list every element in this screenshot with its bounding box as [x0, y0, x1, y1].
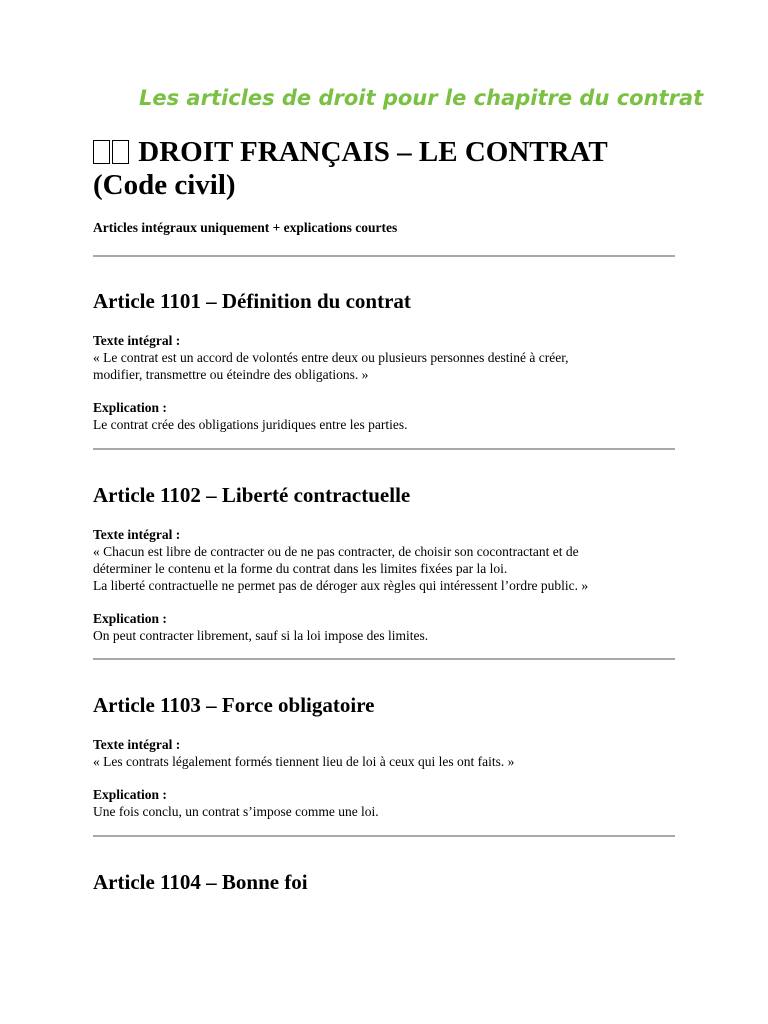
subtitle: Articles intégraux uniquement + explications courtes: [93, 220, 398, 235]
article-text-line: « Les contrats légalement formés tiennent lieu de loi à ceux qui les ont faits. »: [93, 754, 515, 769]
article-text-line: modifier, transmettre ou éteindre des obligations. »: [93, 367, 369, 382]
article-1104: [93, 870, 675, 913]
article-title: Article 1101 – Définition du contrat: [93, 289, 411, 313]
article-text-line: déterminer le contenu et la forme du contrat dans les limites fixées par la loi.: [93, 561, 508, 576]
texte-integral-label: Texte intégral :: [93, 737, 181, 752]
explication-text: On peut contracter librement, sauf si la loi impose des limites.: [93, 628, 429, 643]
document-title: Les articles de droit pour le chapitre du contrat: [139, 86, 704, 110]
texte-integral-label: Texte intégral :: [93, 527, 181, 542]
explication-text: Une fois conclu, un contrat s’impose comme une loi.: [93, 804, 379, 819]
explication-label: Explication :: [93, 400, 167, 415]
divider: [93, 448, 675, 450]
explication-label: Explication :: [93, 787, 167, 802]
heading-line-1: DROIT FRANÇAIS – LE CONTRAT: [138, 136, 608, 168]
article-text-line: « Chacun est libre de contracter ou de ne pas contracter, de choisir son cocontractant et de: [93, 544, 579, 559]
divider: [93, 658, 675, 660]
explication-label: Explication :: [93, 611, 167, 626]
article-text-line: La liberté contractuelle ne permet pas de déroger aux règles qui intéressent l’ordre public. »: [93, 578, 589, 593]
article-1101: [93, 289, 675, 433]
article-1102: [93, 483, 675, 644]
article-title: Article 1103 – Force obligatoire: [93, 693, 375, 717]
main-heading: [93, 136, 675, 202]
heading-line-2: (Code civil): [93, 169, 236, 201]
divider: [93, 835, 675, 837]
flag-france-icon: [93, 136, 131, 169]
article-title: Article 1102 – Liberté contractuelle: [93, 483, 411, 507]
article-title: Article 1104 – Bonne foi: [93, 870, 308, 894]
divider: [93, 255, 675, 257]
article-text-line: « Le contrat est un accord de volontés entre deux ou plusieurs personnes destiné à créer,: [93, 350, 569, 365]
texte-integral-label: Texte intégral :: [93, 333, 181, 348]
explication-text: Le contrat crée des obligations juridiques entre les parties.: [93, 417, 408, 432]
article-1103: [93, 693, 675, 820]
